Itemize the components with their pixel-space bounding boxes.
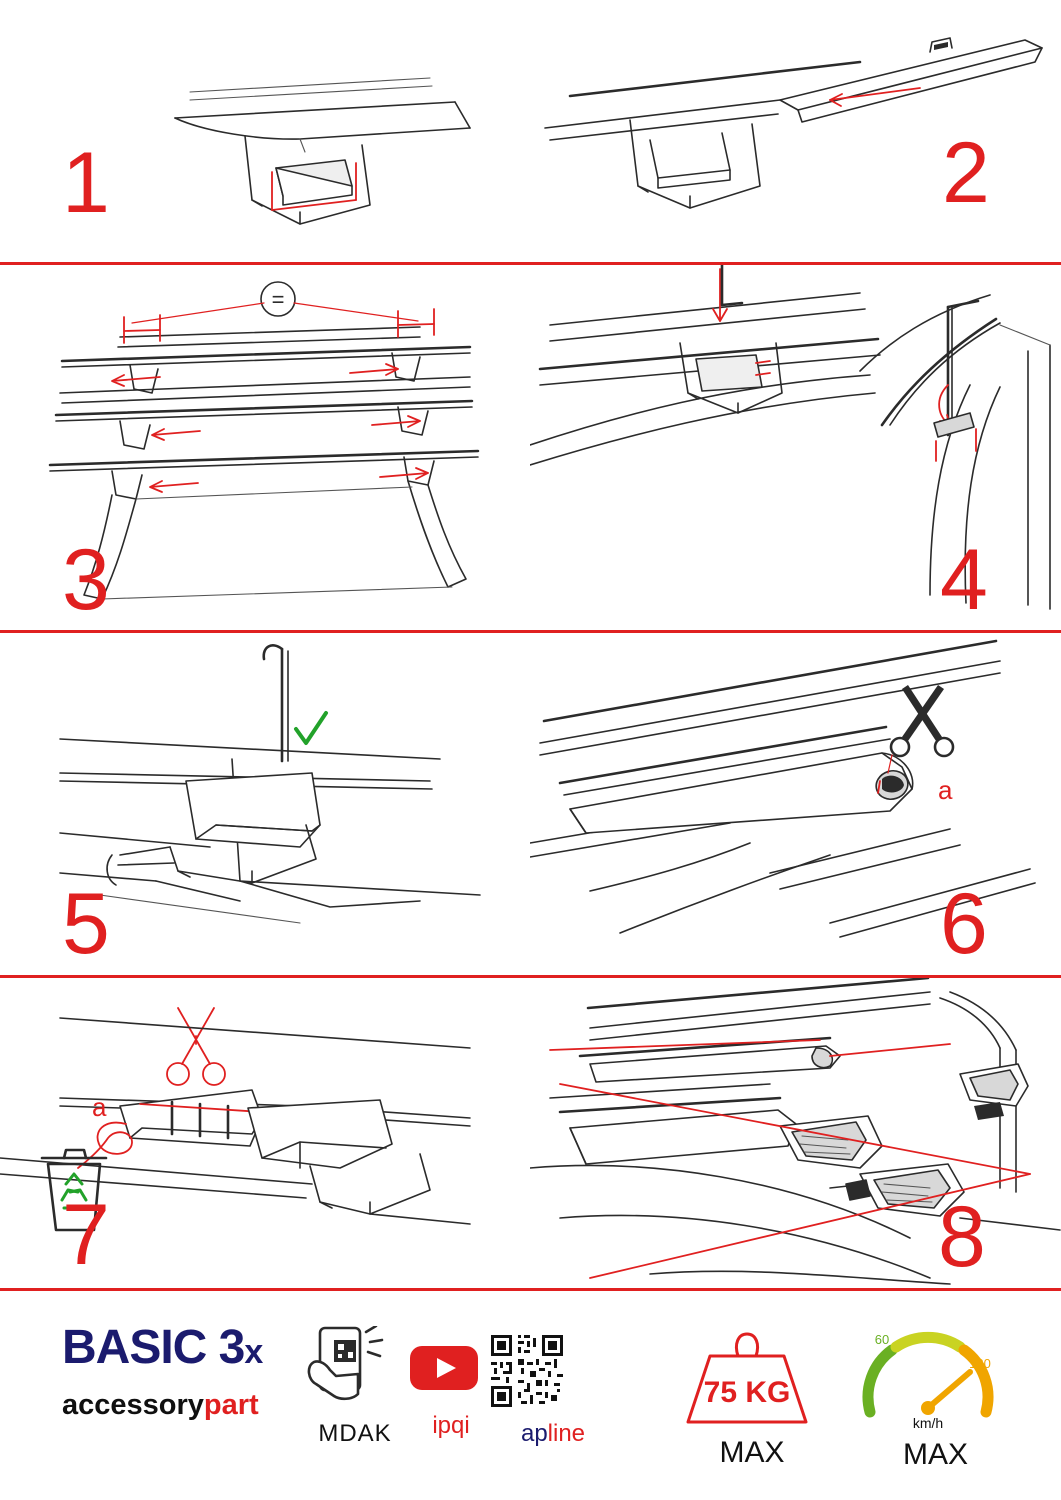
youtube-icon	[408, 1340, 480, 1396]
step-3-panel	[0, 265, 530, 630]
step-5-number: 5	[62, 876, 110, 972]
step-8-panel	[530, 978, 1061, 1288]
hand-phone-qr-icon	[300, 1326, 396, 1412]
step-3-number: 3	[62, 532, 110, 628]
step-2-panel	[530, 0, 1061, 262]
scissors-icon-red	[167, 1008, 225, 1085]
speed-tick-low: 60	[874, 1332, 890, 1347]
speedometer-icon	[848, 1320, 1008, 1432]
brand-block	[62, 1320, 312, 1422]
step-7-label-a: a	[92, 1092, 107, 1122]
step-6-label-a: a	[938, 775, 953, 805]
qr-code-icon	[488, 1332, 566, 1410]
step-7-panel	[0, 978, 530, 1288]
step-4-panel	[530, 265, 1061, 630]
step-6-number: 6	[940, 876, 988, 972]
step-8-number: 8	[938, 1189, 986, 1285]
step-6-panel	[530, 633, 1061, 975]
brand-title-text: BASIC 3	[62, 1321, 245, 1374]
check-icon	[296, 713, 326, 743]
logo-ipqi-label: ipqi	[432, 1412, 470, 1439]
brand-subtitle-part2: part	[203, 1389, 259, 1421]
max-weight-block	[672, 1326, 832, 1470]
logo-apline-label	[488, 1420, 618, 1448]
logo-mdak-label: MDAK	[318, 1420, 392, 1447]
footer	[0, 1290, 1061, 1500]
logo-apline-label-part1: ap	[520, 1420, 548, 1447]
brand-subtitle-part1: accessory	[62, 1389, 204, 1421]
max-speed-block	[848, 1320, 1023, 1472]
max-weight-value: 75 KG	[703, 1376, 791, 1409]
step-5-panel	[0, 633, 530, 975]
logo-apline[interactable]	[488, 1332, 618, 1448]
step-3-equal-label: =	[271, 287, 285, 312]
brand-title-suffix: x	[244, 1333, 263, 1371]
step-4-number: 4	[940, 532, 988, 628]
max-weight-label: MAX	[719, 1436, 785, 1469]
max-speed-label: MAX	[902, 1438, 968, 1471]
logo-apline-label-part2: line	[547, 1420, 586, 1447]
logo-mdak[interactable]	[300, 1326, 410, 1448]
weight-icon	[672, 1326, 822, 1430]
step-2-number: 2	[942, 125, 990, 221]
logo-ipqi[interactable]	[408, 1340, 494, 1440]
step-1-number: 1	[62, 135, 110, 231]
brand-subtitle	[62, 1389, 312, 1422]
speed-unit: km/h	[912, 1415, 944, 1431]
step-7-number: 7	[62, 1187, 110, 1283]
logo-row	[300, 1326, 660, 1466]
step-1-panel	[0, 0, 530, 262]
scissors-icon	[891, 685, 953, 756]
speed-tick-high: 120	[969, 1356, 991, 1371]
brand-title	[62, 1320, 312, 1375]
